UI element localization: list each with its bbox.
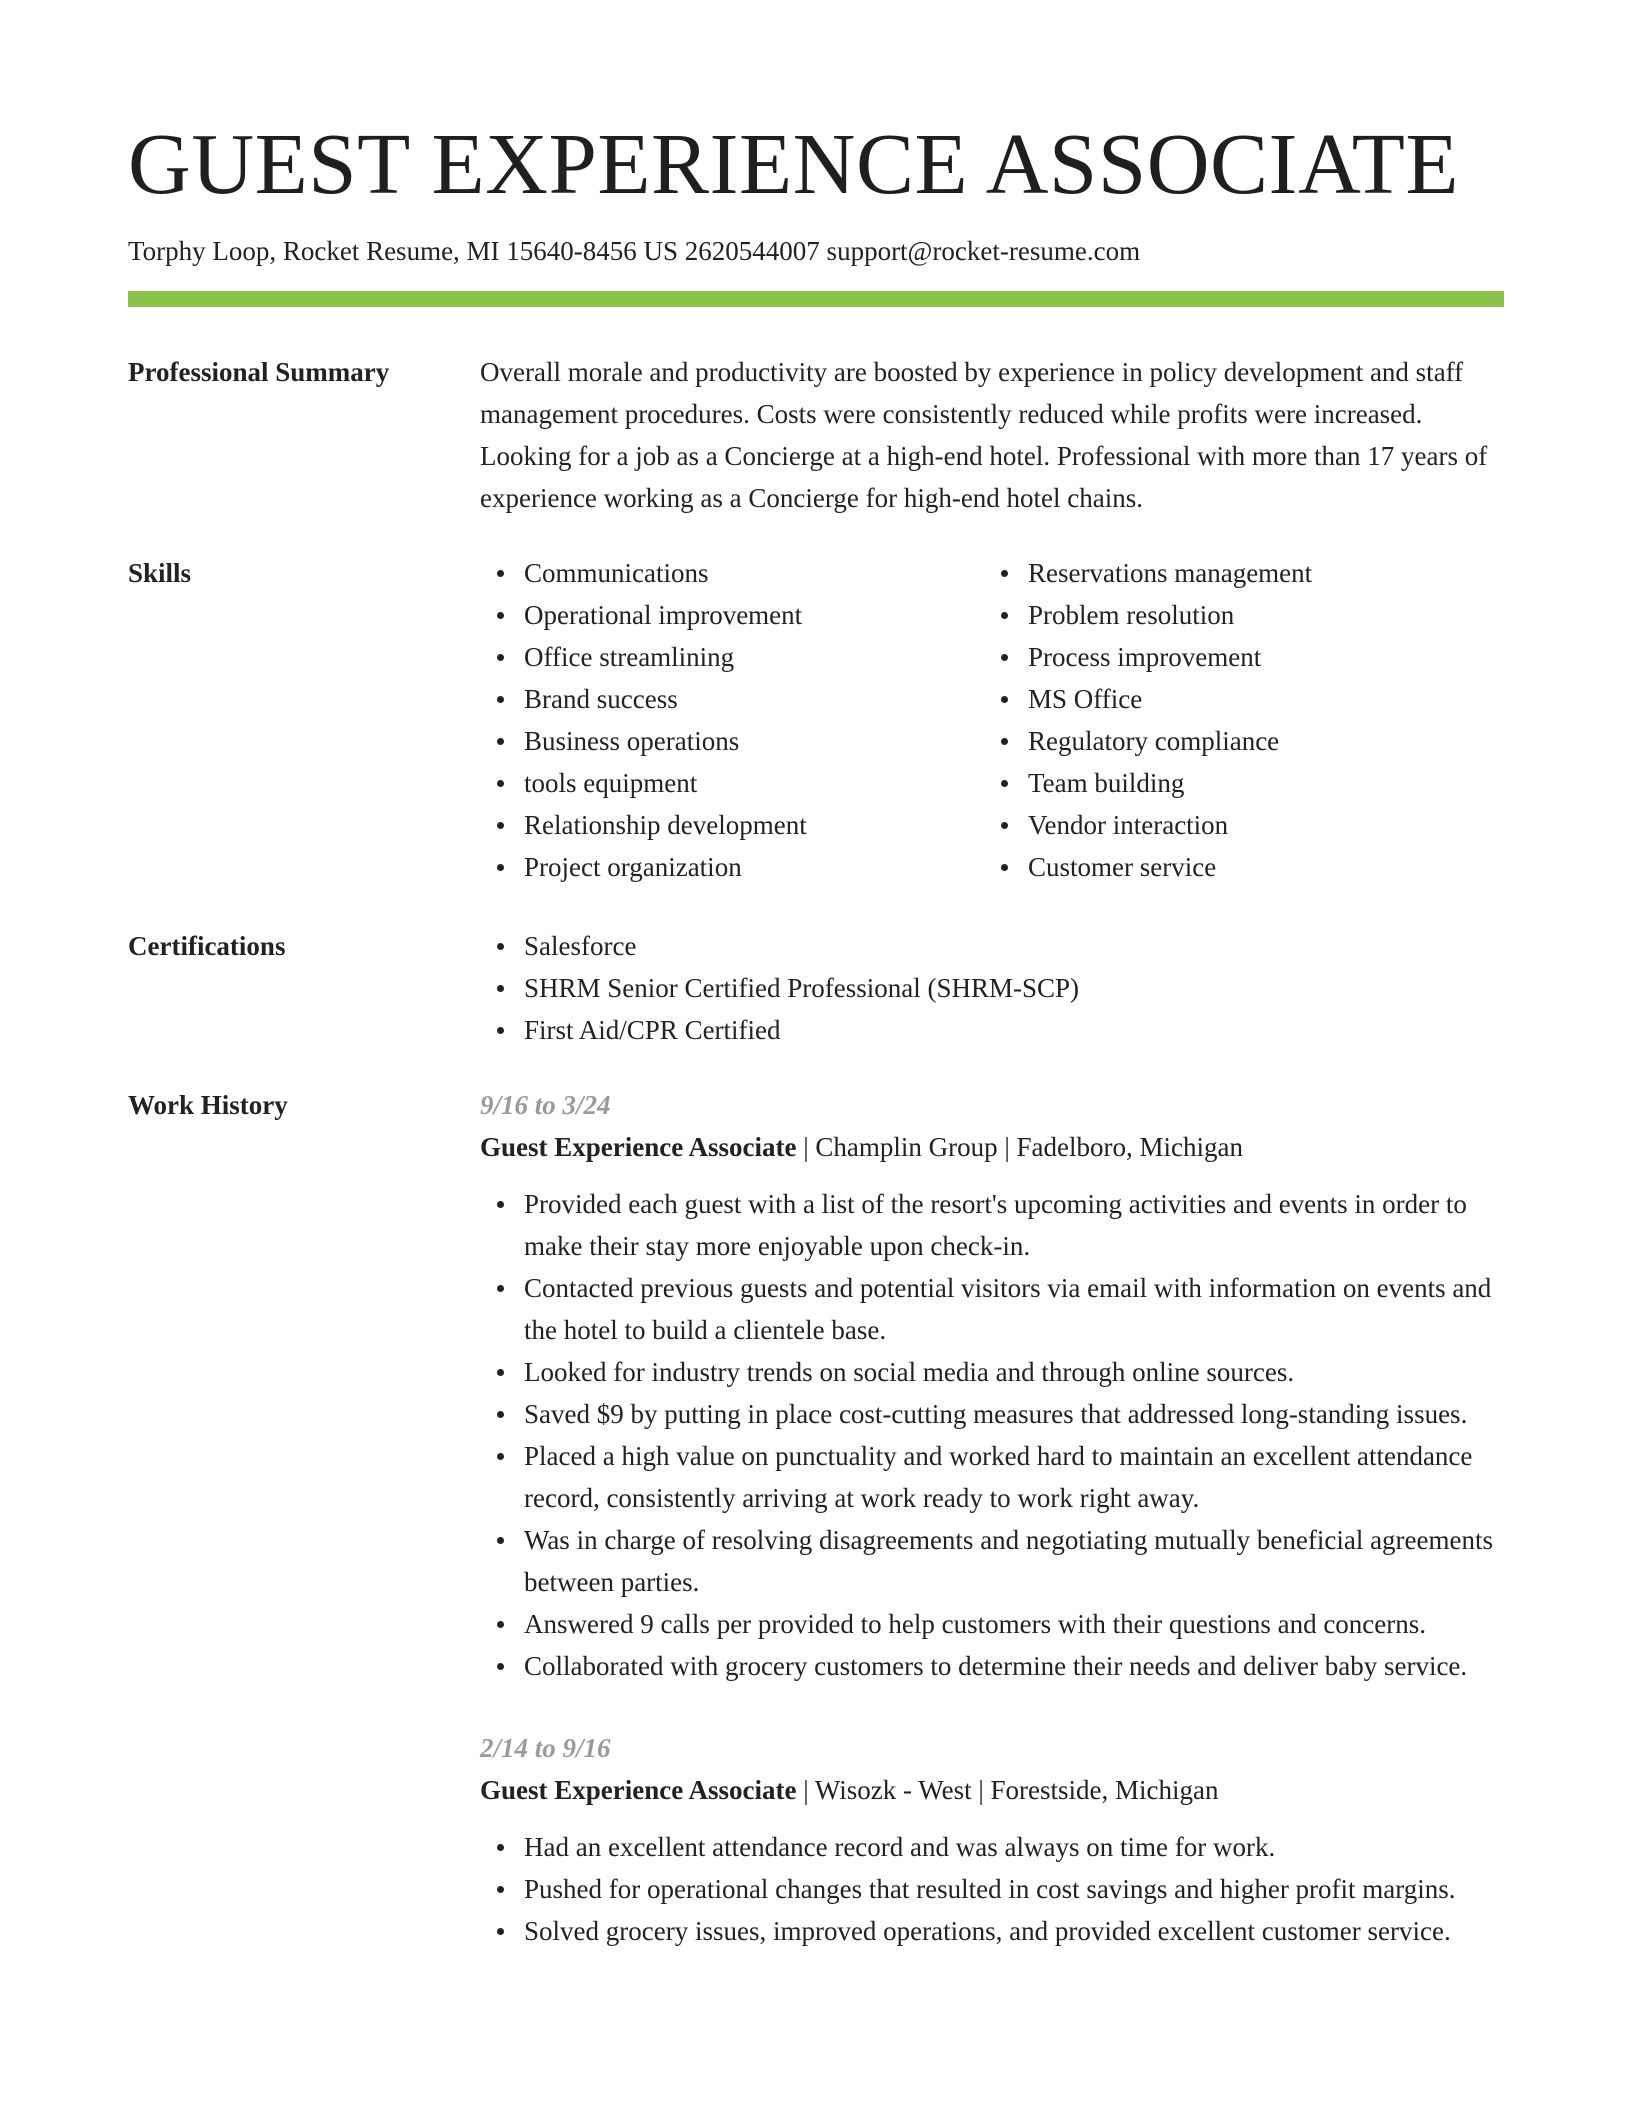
certification-item: SHRM Senior Certified Professional (SHRM-SCP) <box>524 967 1504 1009</box>
job-bullet-list <box>480 1826 1504 1952</box>
job-title: Guest Experience Associate <box>480 1775 797 1806</box>
job-employer-location: | Champlin Group | Fadelboro, Michigan <box>796 1132 1243 1163</box>
job-bullet: Provided each guest with a list of the resort's upcoming activities and events in order to make their stay more enjoyable upon check-in. <box>524 1183 1504 1267</box>
certifications-list <box>480 925 1504 1051</box>
skills-list-left <box>480 552 984 888</box>
job-bullet: Placed a high value on punctuality and worked hard to maintain an excellent attendance record, consistently arriving at work ready to work right away. <box>524 1435 1504 1519</box>
job-bullet-list <box>480 1183 1504 1687</box>
job-bullet: Collaborated with grocery customers to determine their needs and deliver baby service. <box>524 1645 1504 1687</box>
job-bullet: Saved $9 by putting in place cost-cutting measures that addressed long-standing issues. <box>524 1393 1504 1435</box>
skill-item: Brand success <box>524 678 984 720</box>
skill-item: Process improvement <box>1028 636 1312 678</box>
job-title: Guest Experience Associate <box>480 1132 797 1163</box>
skills-section-label: Skills <box>128 558 192 589</box>
skill-item: Problem resolution <box>1028 594 1312 636</box>
job-employer-location: | Wisozk - West | Forestside, Michigan <box>796 1775 1219 1806</box>
skill-item: Relationship development <box>524 804 984 846</box>
job-bullet: Pushed for operational changes that resulted in cost savings and higher profit margins. <box>524 1868 1504 1910</box>
certification-item: First Aid/CPR Certified <box>524 1009 1504 1051</box>
skill-item: Communications <box>524 552 984 594</box>
accent-divider <box>128 291 1504 307</box>
skill-item: MS Office <box>1028 678 1312 720</box>
work-history-section-label: Work History <box>128 1090 288 1121</box>
certifications-section-label: Certifications <box>128 931 286 962</box>
resume-page <box>128 115 1504 1992</box>
skill-item: Business operations <box>524 720 984 762</box>
summary-section <box>128 351 1504 519</box>
skill-item: Vendor interaction <box>1028 804 1312 846</box>
work-history-section <box>128 1084 1504 1992</box>
job-bullet: Looked for industry trends on social media and through online sources. <box>524 1351 1504 1393</box>
job-bullet: Answered 9 calls per provided to help customers with their questions and concerns. <box>524 1603 1504 1645</box>
skill-item: tools equipment <box>524 762 984 804</box>
summary-section-label: Professional Summary <box>128 357 390 388</box>
certification-item: Salesforce <box>524 925 1504 967</box>
job-bullet: Solved grocery issues, improved operations, and provided excellent customer service. <box>524 1910 1504 1952</box>
job-heading <box>480 1126 1504 1168</box>
summary-text: Overall morale and productivity are boosted by experience in policy development and staff management procedures. Costs were consistently reduced while profits were increased. Looking for a job as a Concierge at a high-end hotel. Professional with more than 17 years of experience working as a Concierge for high-end hotel chains. <box>480 357 1488 514</box>
job-heading <box>480 1769 1504 1811</box>
skills-list-right <box>984 552 1312 888</box>
certifications-section <box>128 925 1504 1051</box>
skill-item: Reservations management <box>1028 552 1312 594</box>
skill-item: Office streamlining <box>524 636 984 678</box>
job-entry <box>480 1727 1504 1952</box>
job-bullet: Was in charge of resolving disagreements and negotiating mutually beneficial agreements between parties. <box>524 1519 1504 1603</box>
skill-item: Customer service <box>1028 846 1312 888</box>
skills-section <box>128 552 1504 888</box>
skill-item: Operational improvement <box>524 594 984 636</box>
resume-name-heading: GUEST EXPERIENCE ASSOCIATE <box>128 115 1459 212</box>
job-dates: 9/16 to 3/24 <box>480 1090 611 1121</box>
contact-line: Torphy Loop, Rocket Resume, MI 15640-8456 US 2620544007 support@rocket-resume.com <box>128 236 1141 266</box>
skill-item: Team building <box>1028 762 1312 804</box>
skill-item: Project organization <box>524 846 984 888</box>
skill-item: Regulatory compliance <box>1028 720 1312 762</box>
job-bullet: Had an excellent attendance record and was always on time for work. <box>524 1826 1504 1868</box>
job-bullet: Contacted previous guests and potential visitors via email with information on events and the hotel to build a clientele base. <box>524 1267 1504 1351</box>
job-dates: 2/14 to 9/16 <box>480 1733 611 1764</box>
job-entry <box>480 1084 1504 1687</box>
